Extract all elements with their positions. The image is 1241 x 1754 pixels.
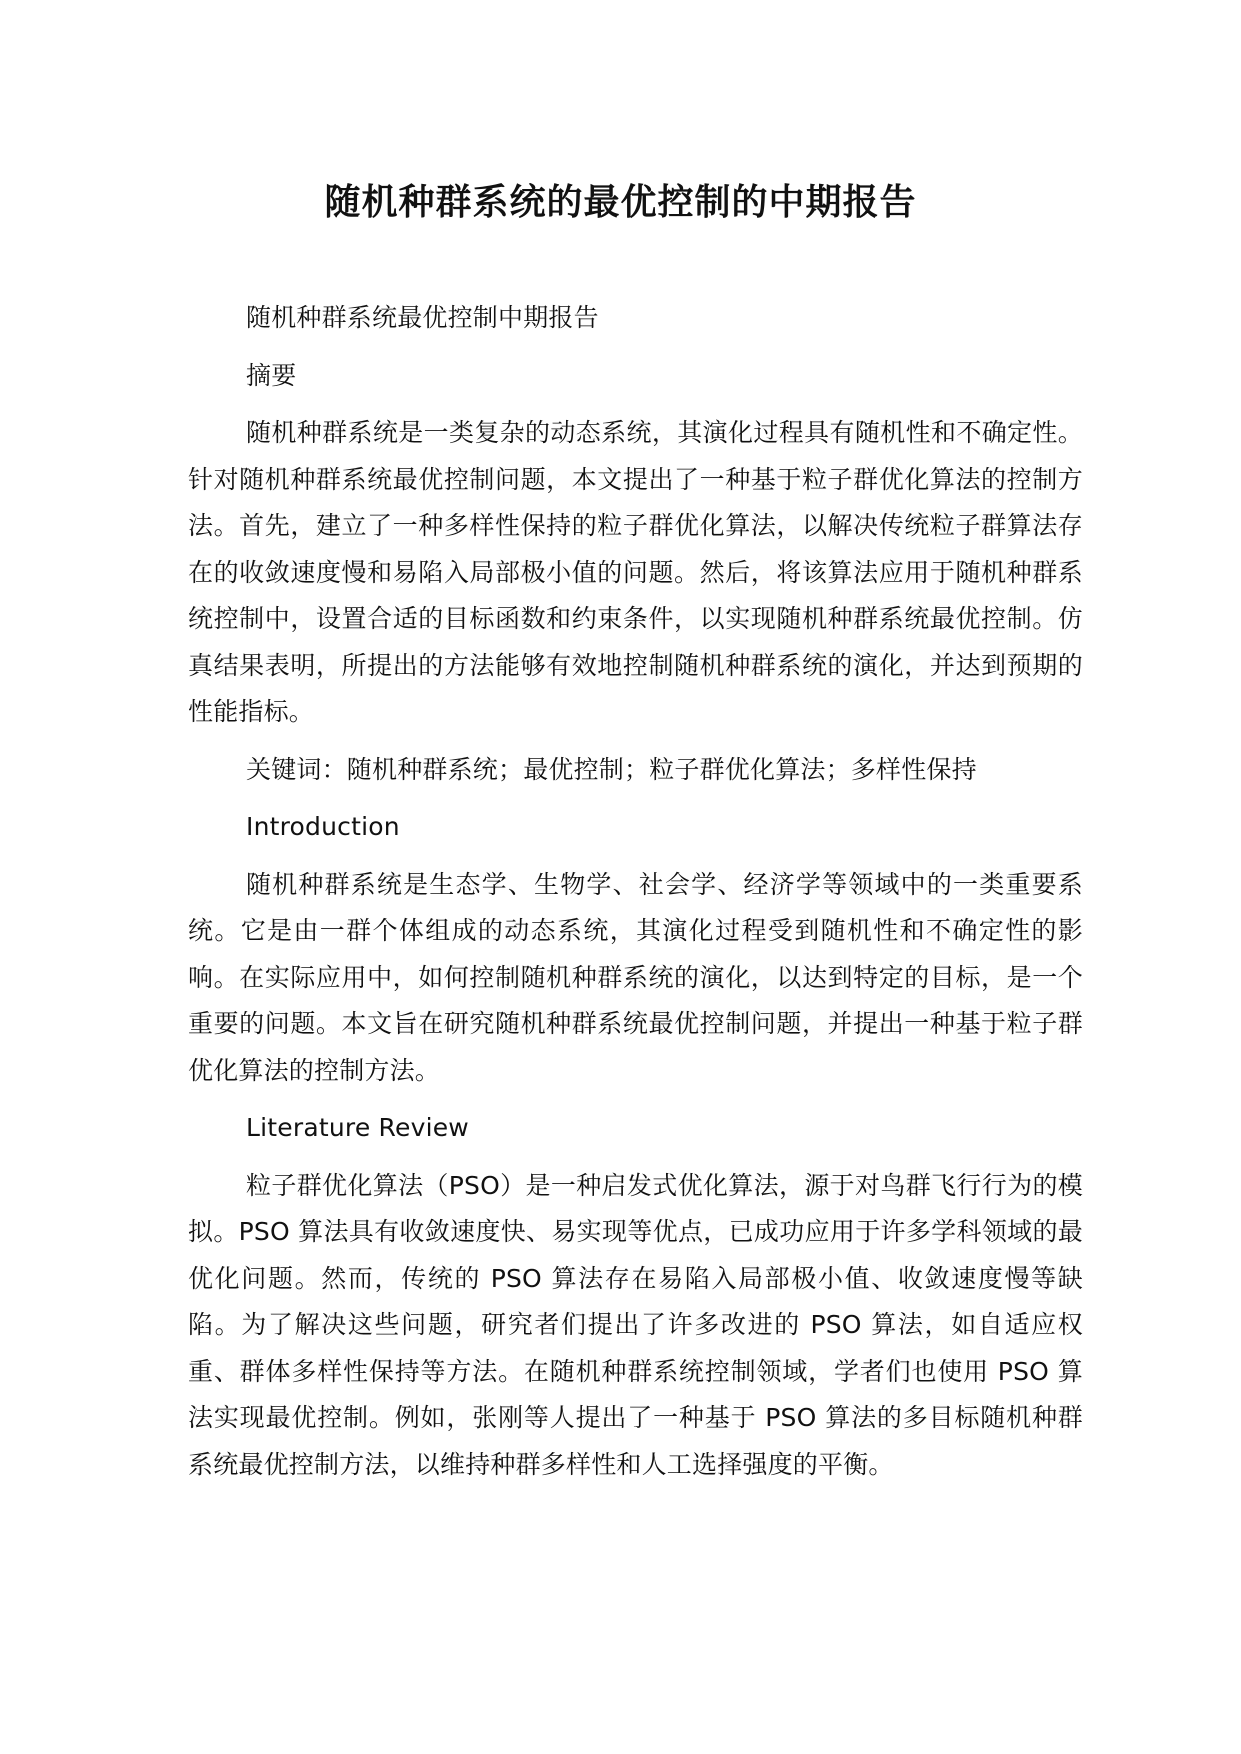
abstract-heading: 摘要 [246, 360, 297, 390]
literature-review-heading: Literature Review [246, 1113, 469, 1142]
keywords-line: 关键词：随机种群系统；最优控制；粒子群优化算法；多样性保持 [246, 754, 977, 784]
introduction-heading: Introduction [246, 812, 400, 841]
document-body [188, 295, 1083, 1499]
introduction-paragraph: 随机种群系统是生态学、生物学、社会学、经济学等领域中的一类重要系统。它是由一群个体组成的动态系统，其演化过程受到随机性和不确定性的影响。在实际应用中，如何控制随机种群系统的演化，以达到特定的目标，是一个重要的问题。本文旨在研究随机种群系统最优控制问题，并提出一种基于粒子群优化算法的控制方法。 [188, 869, 1083, 1085]
document-title: 随机种群系统的最优控制的中期报告 [324, 182, 917, 223]
abstract-paragraph: 随机种群系统是一类复杂的动态系统，其演化过程具有随机性和不确定性。针对随机种群系统最优控制问题，本文提出了一种基于粒子群优化算法的控制方法。首先，建立了一种多样性保持的粒子群优化算法，以解决传统粒子群算法存在的收敛速度慢和易陷入局部极小值的问题。然后，将该算法应用于随机种群系统控制中，设置合适的目标函数和约束条件，以实现随机种群系统最优控制。仿真结果表明，所提出的方法能够有效地控制随机种群系统的演化，并达到预期的性能指标。 [188, 418, 1083, 726]
literature-review-paragraph: 粒子群优化算法（PSO）是一种启发式优化算法，源于对鸟群飞行行为的模拟。PSO 算法具有收敛速度快、易实现等优点，已成功应用于许多学科领域的最优化问题。然而，传统的 PSO 算法存在易陷入局部极小值、收敛速度慢等缺陷。为了解决这些问题，研究者们提出了许多改进的 PSO 算法，如自适应权重、群体多样性保持等方法。在随机种群系统控制领域，学者们也使用 PSO 算法实现最优控制。例如，张刚等人提出了一种基于 PSO 算法的多目标随机种群系统最优控制方法，以维持种群多样性和人工选择强度的平衡。 [188, 1170, 1083, 1479]
report-subtitle: 随机种群系统最优控制中期报告 [246, 303, 599, 332]
